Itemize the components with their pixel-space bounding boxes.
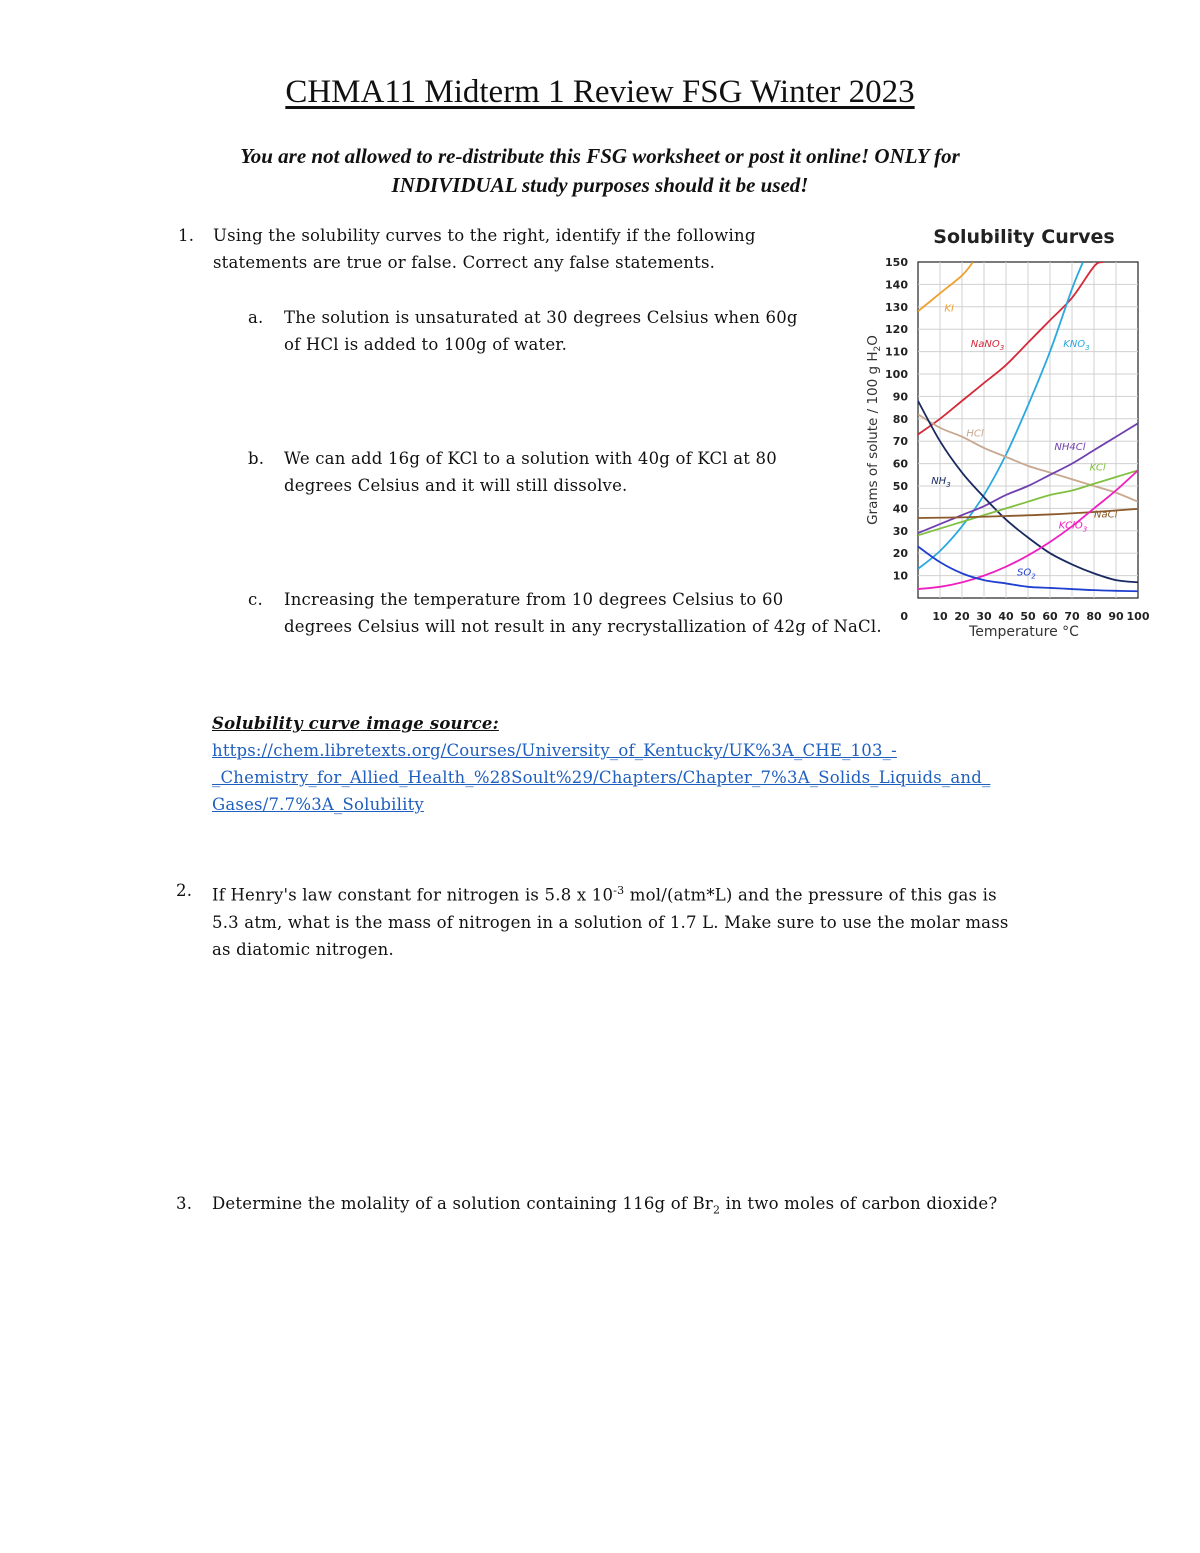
y-tick-label: 60 [892,457,908,471]
series-label-nano3: NaNO$_3$ [970,339,1005,353]
question-1b [248,445,777,499]
image-source-link-line-2: _Chemistry_for_Allied_Health_%28Soult%29/Chapters/Chapter_7%3A_Solids_Liquids_and_ [212,768,991,787]
question-3-post: in two moles of carbon dioxide? [720,1194,998,1213]
question-2 [176,877,1076,963]
chart-title: Solubility Curves [933,226,1115,248]
question-1-line-1: Using the solubility curves to the right, identify if the following [213,226,756,245]
solubility-chart-svg [850,218,1170,648]
question-1 [178,222,838,276]
question-2-line-1-post: mol/(atm*L) and the pressure of this gas is [624,885,997,905]
y-tick-label: 120 [885,323,908,337]
y-tick-label: 70 [892,435,908,449]
series-label-kcl: KCl [1089,462,1106,474]
y-tick-labels [885,256,908,583]
question-1c-line-2: degrees Celsius will not result in any recrystallization of 42g of NaCl. [284,617,882,636]
image-source-link-line-1: https://chem.libretexts.org/Courses/University_of_Kentucky/UK%3A_CHE_103_- [212,741,897,760]
y-tick-label: 30 [892,524,908,538]
question-2-line-1-pre: If Henry's law constant for nitrogen is 5.8 x 10 [212,885,614,905]
y-tick-label: 40 [892,502,908,516]
question-3-number: 3. [176,1194,193,1213]
x-tick-label: 20 [954,610,970,623]
x-tick-label: 40 [998,610,1014,623]
page-title: CHMA11 Midterm 1 Review FSG Winter 2023 [285,74,915,110]
question-3 [176,1190,1076,1223]
series-label-kclo3: KClO$_3$ [1058,520,1088,534]
y-axis-label-main: Grams of solute / 100 g H [865,351,881,525]
warning-line-1: You are not allowed to re-distribute this FSG worksheet or post it online! ONLY for [240,144,960,168]
x-tick-label: 70 [1064,610,1080,623]
y-tick-label: 130 [885,300,908,314]
question-3-subscript: 2 [713,1203,721,1217]
question-2-line-1 [212,877,1076,909]
y-tick-label: 90 [892,390,908,404]
image-source-label: Solubility curve image source: [212,714,499,733]
series-label-nh3: $NH_3$ [931,475,951,489]
series-label-hcl: HCl [966,428,984,440]
x-tick-label: 50 [1020,610,1036,623]
question-2-line-3: as diatomic nitrogen. [212,939,394,959]
y-axis-label-subscript: 2 [873,345,883,352]
question-1-line-2: statements are true or false. Correct any false statements. [213,253,716,272]
x-tick-label: 10 [932,610,948,623]
series-label-kno3: $KNO_3$ [1063,339,1090,353]
series-label-nacl: NaCl [1094,509,1118,521]
y-tick-label: 80 [892,412,908,426]
series-label-so2: $SO_2$ [1017,567,1036,581]
y-tick-label: 150 [885,256,908,269]
question-1a-letter: a. [248,308,264,327]
question-2-number: 2. [176,881,193,900]
x-axis-label: Temperature °C [969,624,1079,640]
y-tick-label: 10 [892,569,908,583]
x-tick-labels [900,610,1149,623]
question-1c [248,586,882,640]
question-2-line-2: 5.3 atm, what is the mass of nitrogen in a solution of 1.7 L. Make sure to use the molar mass [212,912,1009,932]
y-tick-label: 50 [892,480,908,493]
warning-line-2: INDIVIDUAL study purposes should it be used! [391,173,809,197]
x-tick-label: 60 [1042,610,1058,623]
distribution-warning [180,142,1020,200]
image-source [212,710,990,818]
x-tick-label: 100 [1126,610,1150,623]
y-axis-label [865,335,883,525]
y-tick-label: 20 [892,547,908,561]
question-1c-line-1: Increasing the temperature from 10 degrees Celsius to 60 [284,590,784,609]
x-tick-label: 30 [976,610,992,623]
question-1a-line-1: The solution is unsaturated at 30 degrees Celsius when 60g [284,308,798,327]
question-1c-letter: c. [248,590,263,609]
image-source-link-line-3: Gases/7.7%3A_Solubility [212,795,424,814]
image-source-link[interactable] [212,737,990,818]
y-axis-label-end: O [865,335,881,346]
question-1-number: 1. [178,226,195,245]
y-tick-label: 140 [885,278,908,292]
question-1b-line-1: We can add 16g of KCl to a solution with 40g of KCl at 80 [284,449,777,468]
question-1a-line-2: of HCl is added to 100g of water. [284,335,568,354]
question-3-line-1 [212,1190,1076,1223]
question-1b-letter: b. [248,449,265,468]
solubility-chart [850,218,1170,648]
y-tick-label: 100 [885,368,908,381]
question-1b-line-2: degrees Celsius and it will still dissolve. [284,476,628,495]
y-tick-label: 110 [885,345,908,359]
question-1a [248,304,798,358]
x-tick-label: 0 [900,610,908,623]
question-3-pre: Determine the molality of a solution containing 116g of Br [212,1194,714,1213]
x-tick-label: 90 [1108,610,1124,623]
x-tick-label: 80 [1086,610,1102,623]
question-2-exponent: -3 [613,884,625,897]
series-label-ki: KI [944,303,954,315]
series-label-nh4cl: NH4Cl [1054,442,1086,454]
